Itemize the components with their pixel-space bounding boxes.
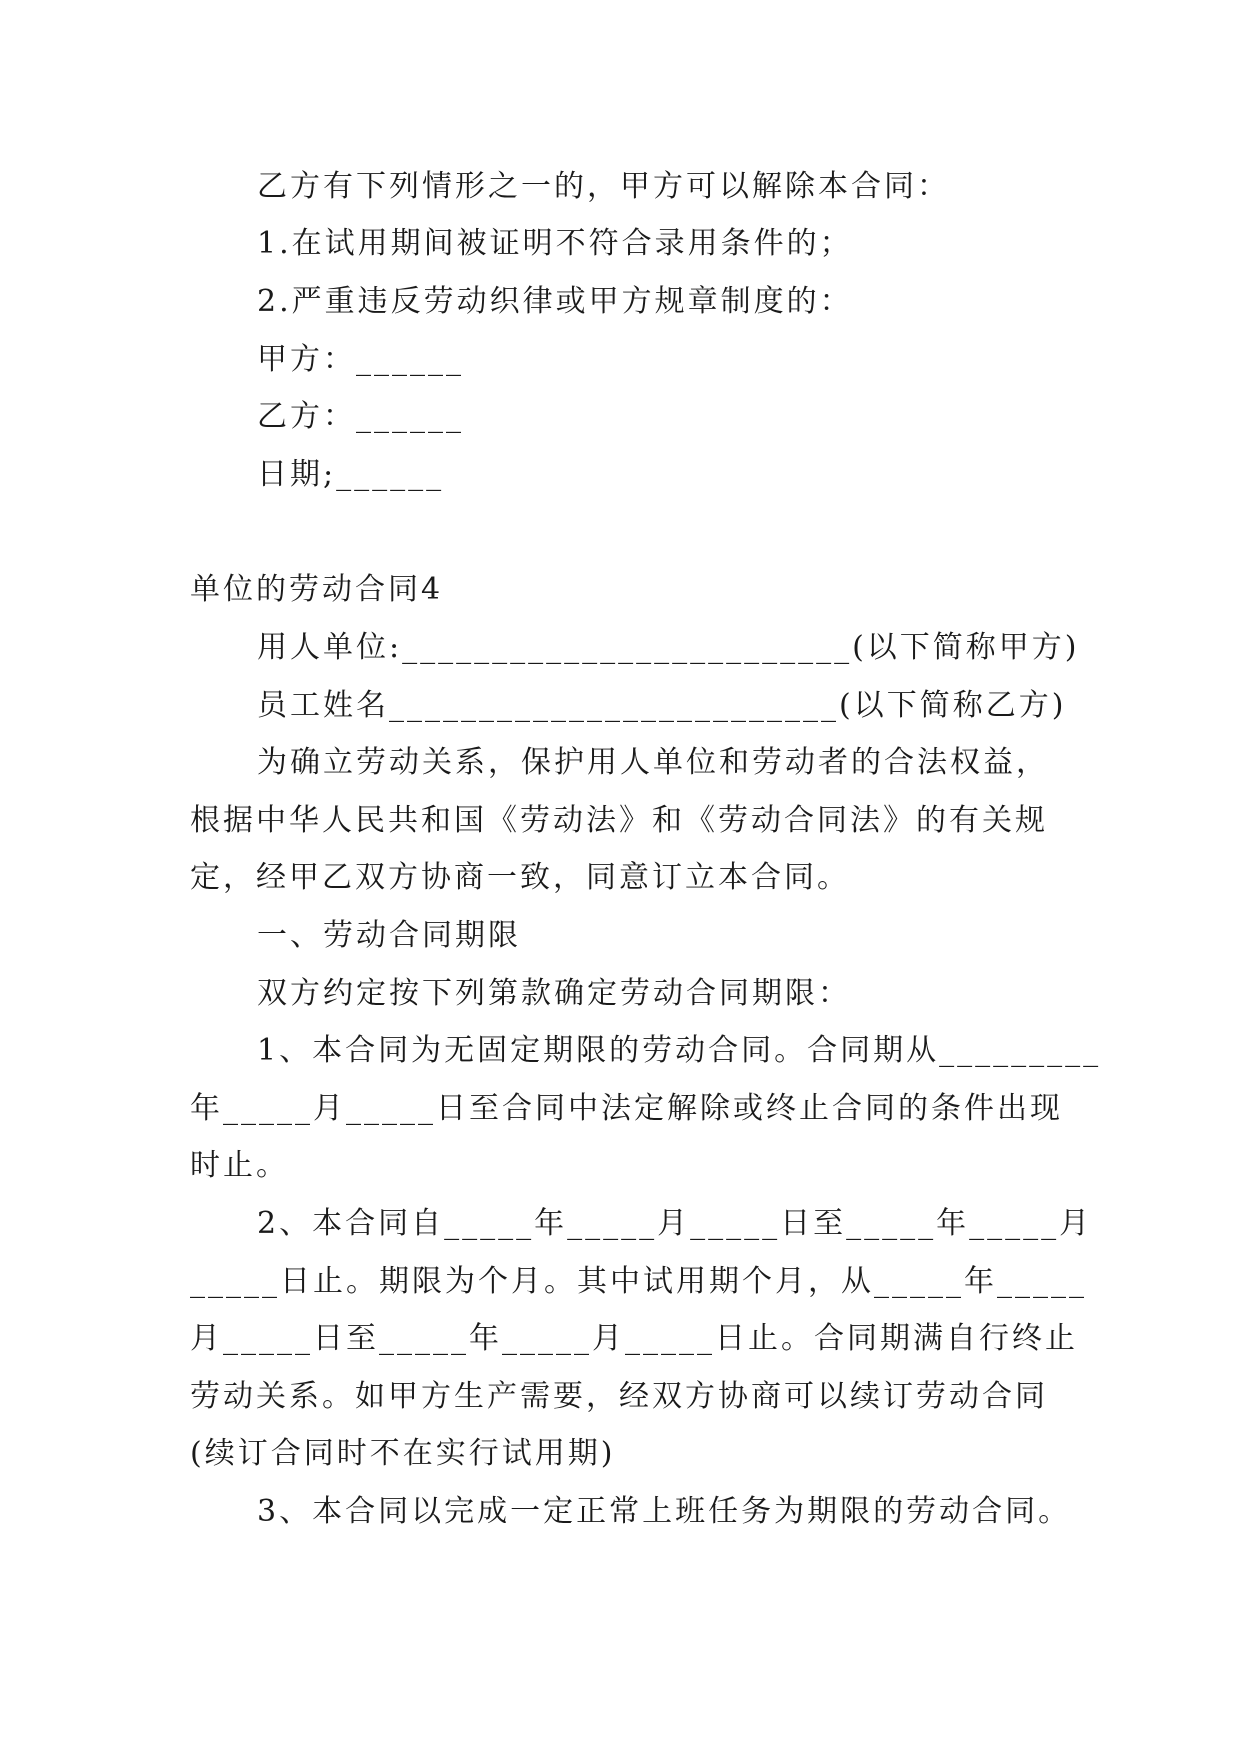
employer-field: 用人单位:_________________________(以下简称甲方) (257, 630, 1080, 665)
paragraph-termination-intro: 乙方有下列情形之一的，甲方可以解除本合同： (257, 169, 950, 204)
preamble-line-3: 定，经甲乙双方协商一致，同意订立本合同。 (190, 860, 850, 895)
term-item-2-line-2: _____日止。期限为个月。其中试用期个月，从_____年_____ (190, 1264, 1087, 1299)
term-item-1-line-3: 时止。 (190, 1148, 289, 1183)
term-item-3: 3、本合同以完成一定正常上班任务为期限的劳动合同。 (257, 1494, 1072, 1529)
term-item-2-line-1: 2、本合同自_____年_____月_____日至_____年_____月 (257, 1206, 1093, 1241)
signature-party-b: 乙方：______ (257, 399, 464, 434)
term-item-2-line-3: 月_____日至_____年_____月_____日止。合同期满自行终止 (190, 1321, 1078, 1356)
signature-party-a: 甲方：______ (257, 342, 464, 377)
heading-contract-term: 一、劳动合同期限 (257, 918, 521, 953)
employee-name-field: 员工姓名_________________________(以下简称乙方) (257, 688, 1067, 723)
term-intro: 双方约定按下列第款确定劳动合同期限： (257, 976, 851, 1011)
term-item-2-line-5: (续订合同时不在实行试用期) (190, 1436, 616, 1471)
preamble-line-2: 根据中华人民共和国《劳动法》和《劳动合同法》的有关规 (190, 803, 1048, 838)
term-item-1-line-1: 1、本合同为无固定期限的劳动合同。合同期从_________ (257, 1033, 1102, 1068)
term-item-2-line-4: 劳动关系。如甲方生产需要，经双方协商可以续订劳动合同 (190, 1379, 1048, 1414)
preamble-line-1: 为确立劳动关系，保护用人单位和劳动者的合法权益， (257, 745, 1049, 780)
term-item-1-line-2: 年_____月_____日至合同中法定解除或终止合同的条件出现 (190, 1091, 1063, 1126)
signature-date: 日期;______ (257, 457, 445, 492)
termination-item-2: 2.严重违反劳动织律或甲方规章制度的： (257, 284, 853, 319)
termination-item-1: 1.在试用期间被证明不符合录用条件的； (257, 226, 853, 261)
section-title: 单位的劳动合同4 (190, 572, 444, 607)
